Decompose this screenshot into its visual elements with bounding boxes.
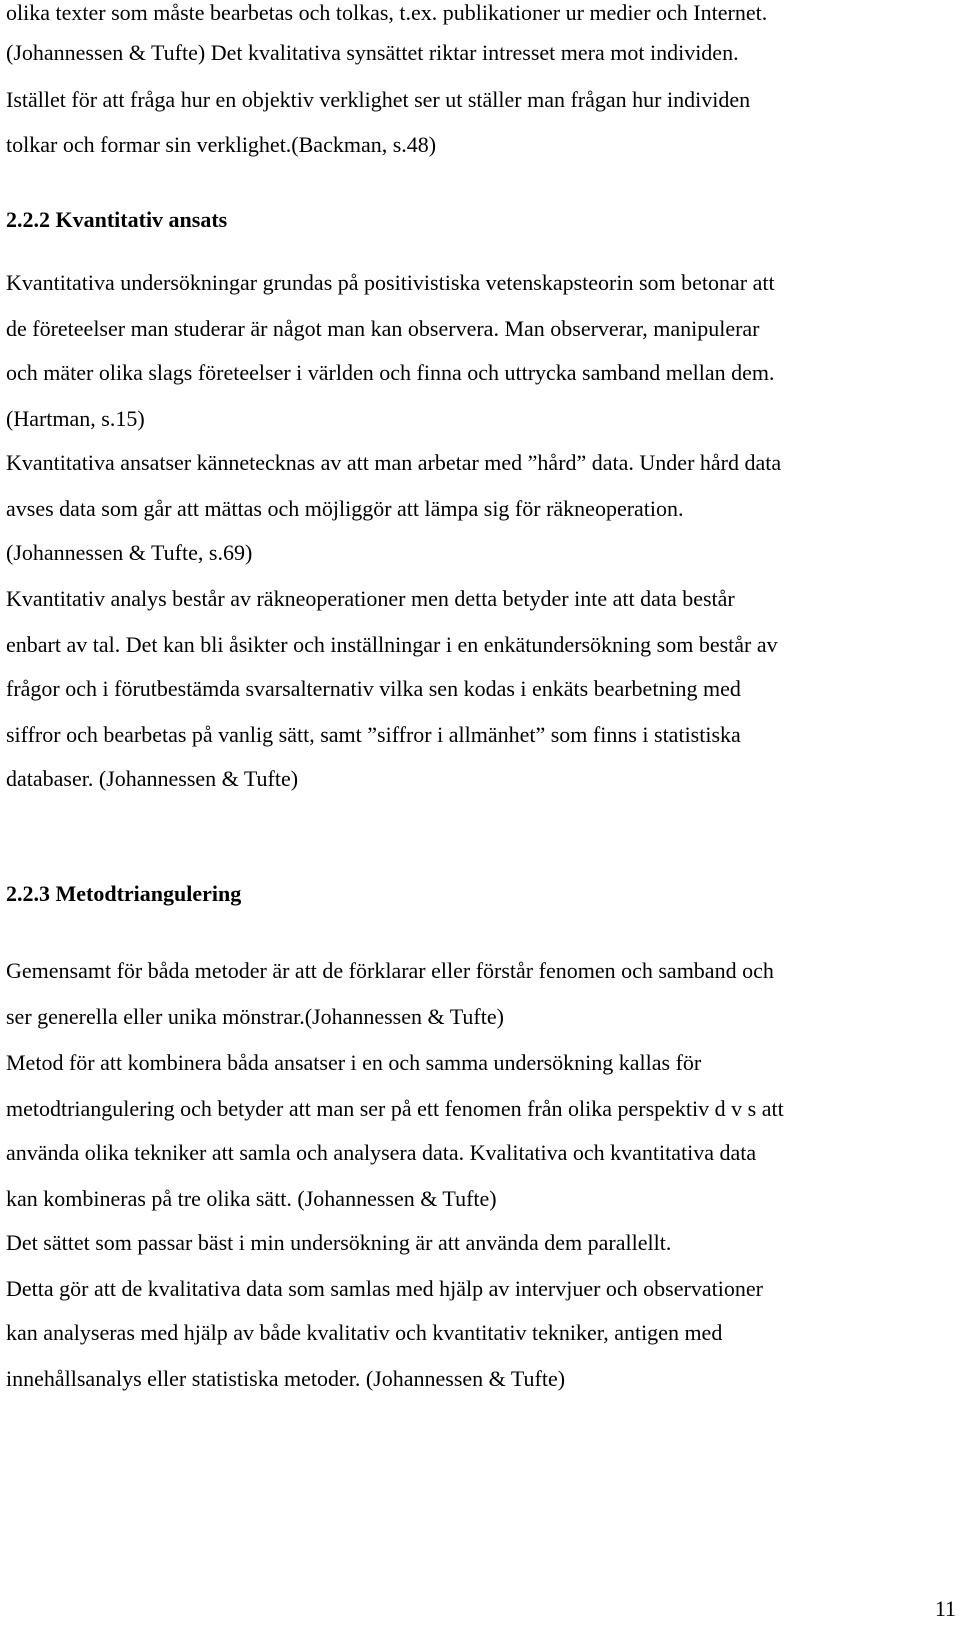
intro-line-1: olika texter som måste bearbetas och tolkas, t.ex. publikationer ur medier och Internet.: [6, 0, 768, 25]
intro-line-4: tolkar och formar sin verklighet.(Backman, s.48): [6, 132, 437, 157]
s222-line-8: Kvantitativ analys består av räkneoperationer men detta betyder inte att data består: [6, 586, 735, 611]
s223-line-2: ser generella eller unika mönstrar.(Johannessen & Tufte): [6, 1004, 504, 1029]
s222-line-2: de företeelser man studerar är något man kan observera. Man observerar, manipulerar: [6, 316, 760, 341]
s222-line-12: databaser. (Johannessen & Tufte): [6, 766, 299, 791]
s222-line-6: avses data som går att mättas och möjliggör att lämpa sig för räkneoperation.: [6, 496, 684, 521]
s222-line-9: enbart av tal. Det kan bli åsikter och inställningar i en enkätundersökning som består av: [6, 632, 778, 657]
s222-line-5: Kvantitativa ansatser kännetecknas av att man arbetar med ”hård” data. Under hård data: [6, 450, 782, 475]
s222-line-3: och mäter olika slags företeelser i världen och finna och uttrycka samband mellan dem.: [6, 360, 775, 385]
s222-line-10: frågor och i förutbestämda svarsalternativ vilka sen kodas i enkäts bearbetning med: [6, 676, 741, 701]
s222-line-1: Kvantitativa undersökningar grundas på positivistiska vetenskapsteorin som betonar att: [6, 270, 775, 295]
s223-line-8: Detta gör att de kvalitativa data som samlas med hjälp av intervjuer och observationer: [6, 1276, 763, 1301]
s222-line-11: siffror och bearbetas på vanlig sätt, samt ”siffror i allmänhet” som finns i statistiska: [6, 722, 741, 747]
s223-line-1: Gemensamt för båda metoder är att de förklarar eller förstår fenomen och samband och: [6, 958, 774, 983]
s223-line-4: metodtriangulering och betyder att man ser på ett fenomen från olika perspektiv d v s att: [6, 1096, 784, 1121]
intro-line-2: (Johannessen & Tufte) Det kvalitativa synsättet riktar intresset mera mot individen.: [6, 40, 739, 65]
intro-line-3: Istället för att fråga hur en objektiv verklighet ser ut ställer man frågan hur individen: [6, 87, 751, 112]
s223-line-9: kan analyseras med hjälp av både kvalitativ och kvantitativ tekniker, antigen med: [6, 1320, 723, 1345]
section-heading-kvantitativ-ansats: 2.2.2 Kvantitativ ansats: [6, 207, 228, 232]
s223-line-10: innehållsanalys eller statistiska metoder. (Johannessen & Tufte): [6, 1366, 566, 1391]
s223-line-3: Metod för att kombinera båda ansatser i en och samma undersökning kallas för: [6, 1050, 702, 1075]
s222-line-4: (Hartman, s.15): [6, 406, 145, 431]
s223-line-6: kan kombineras på tre olika sätt. (Johannessen & Tufte): [6, 1186, 497, 1211]
page-number: 11: [934, 1596, 956, 1621]
s223-line-7: Det sättet som passar bäst i min undersökning är att använda dem parallellt.: [6, 1230, 672, 1255]
s222-line-7: (Johannessen & Tufte, s.69): [6, 540, 253, 565]
s223-line-5: använda olika tekniker att samla och analysera data. Kvalitativa och kvantitativa data: [6, 1140, 757, 1165]
section-heading-metodtriangulering: 2.2.3 Metodtriangulering: [6, 881, 242, 906]
